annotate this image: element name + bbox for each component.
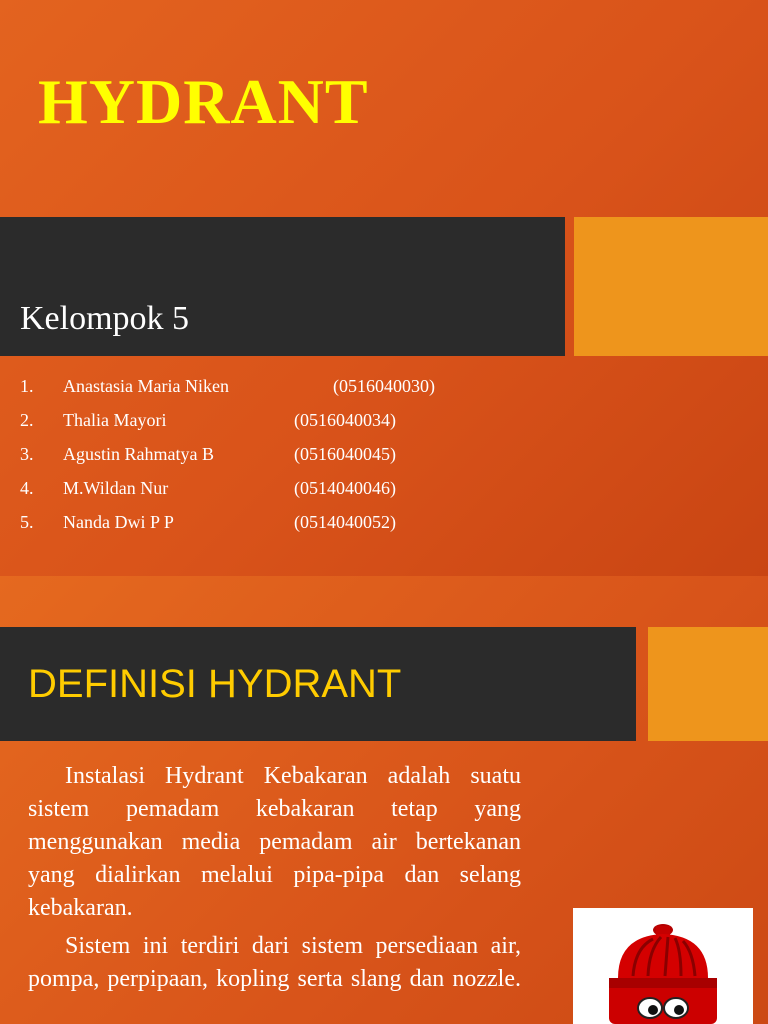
definition-paragraph: Sistem ini terdiri dari sistem persediaan air, pompa, perpipaan, kopling serta slang dan nozzle. bbox=[28, 933, 521, 992]
member-number: 4. bbox=[20, 478, 34, 498]
definition-paragraph: Instalasi Hydrant Kebakaran adalah suatu sistem pemadam kebakaran tetap yang menggunakan media pemadam air bertekanan yang dialirkan melalui pipa-pipa dan selang kebakaran. bbox=[28, 763, 521, 921]
member-number: 3. bbox=[20, 444, 34, 464]
accent-block bbox=[648, 627, 768, 741]
member-number: 1. bbox=[20, 376, 34, 396]
member-name: Thalia Mayori bbox=[63, 410, 167, 430]
member-nim: (0516040034) bbox=[294, 410, 396, 430]
fire-hydrant-mascot-icon bbox=[573, 908, 753, 1024]
member-nim: (0514040046) bbox=[294, 478, 396, 498]
member-nim: (0514040052) bbox=[294, 512, 396, 532]
member-name: Agustin Rahmatya B bbox=[63, 444, 214, 464]
member-number: 5. bbox=[20, 512, 34, 532]
member-number: 2. bbox=[20, 410, 34, 430]
member-name: M.Wildan Nur bbox=[63, 478, 169, 498]
member-name: Anastasia Maria Niken bbox=[63, 376, 229, 396]
slide-title: HYDRANT bbox=[38, 66, 369, 137]
group-heading: Kelompok 5 bbox=[20, 300, 190, 337]
member-nim: (0516040030) bbox=[333, 376, 435, 396]
member-nim: (0516040045) bbox=[294, 444, 396, 464]
accent-block bbox=[574, 217, 768, 356]
member-name: Nanda Dwi P P bbox=[63, 512, 174, 532]
section-heading: DEFINISI HYDRANT bbox=[28, 662, 402, 706]
hydrant-image bbox=[573, 908, 753, 1024]
